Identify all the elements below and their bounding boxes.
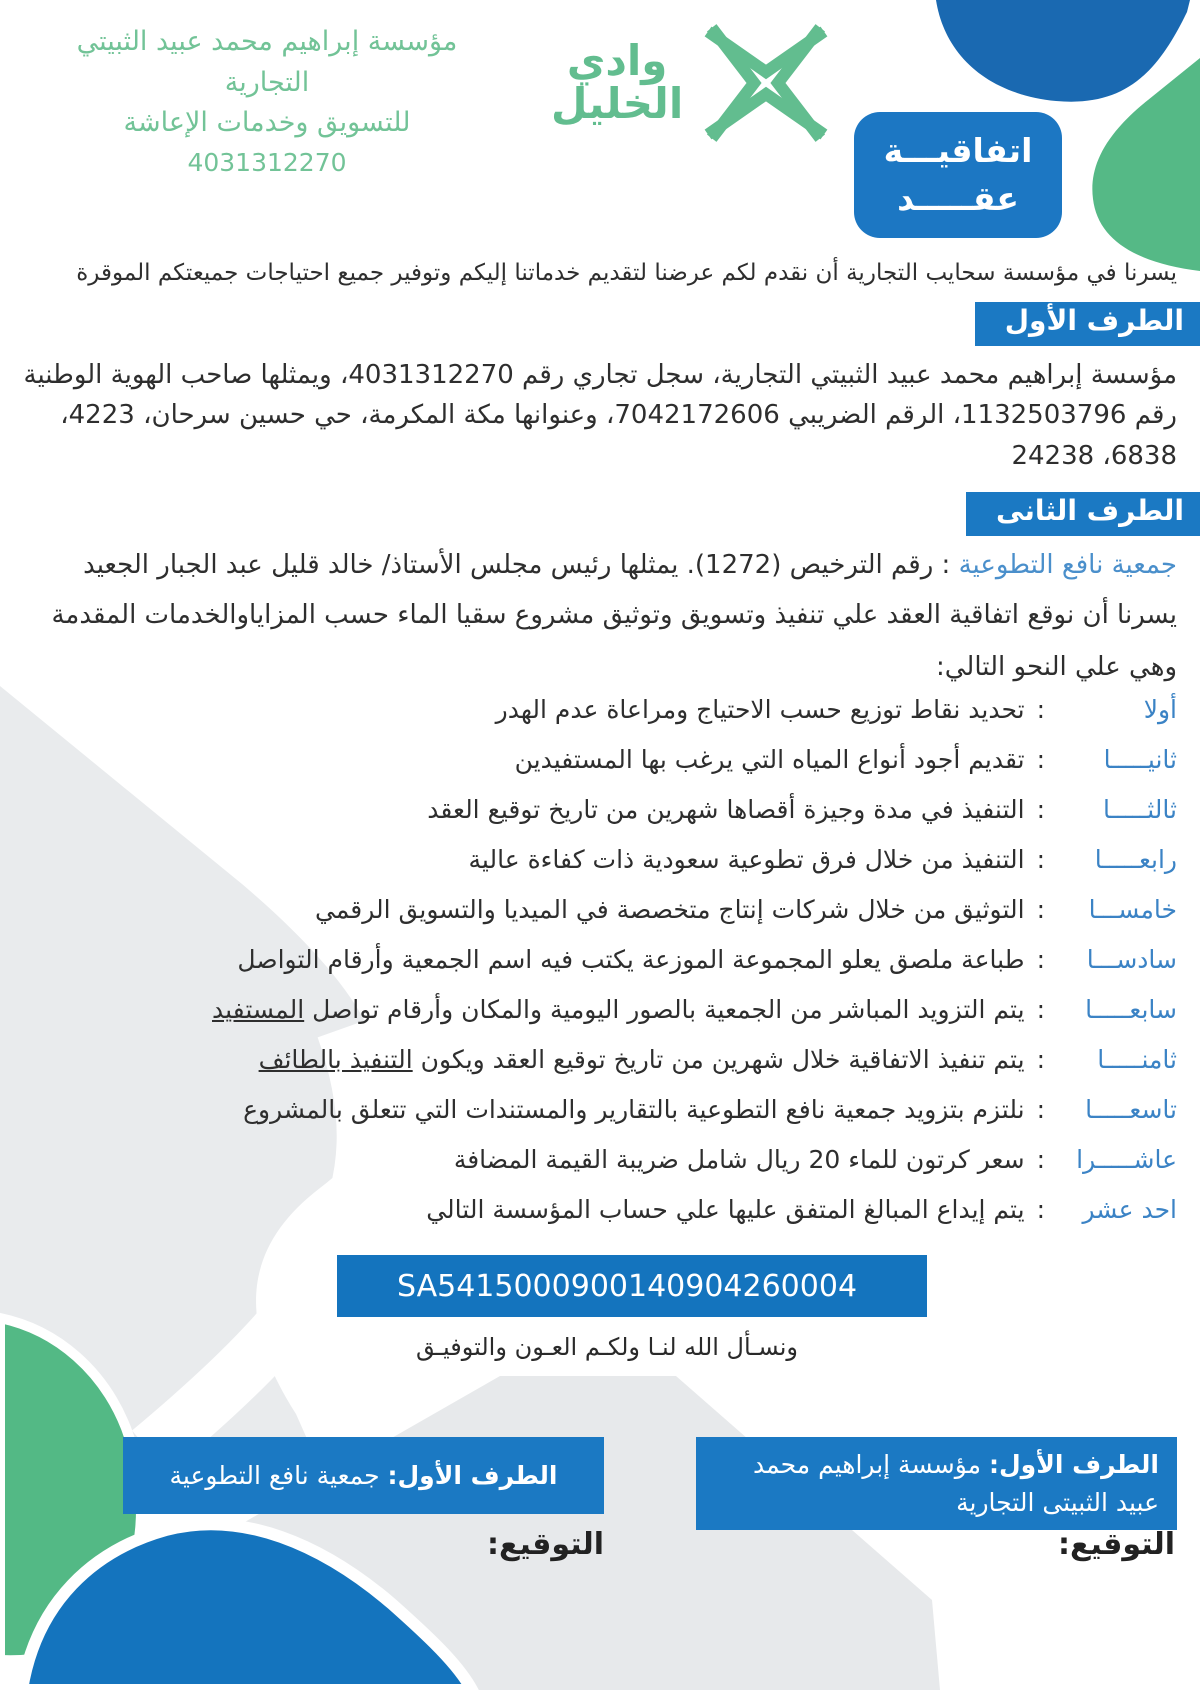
term-label: احد عشر	[1082, 1195, 1177, 1225]
signature-party-name: مؤسسة إبراهيم محمد عبيد الثبيتى التجارية	[753, 1450, 1159, 1517]
second-party-representative: : رقم الترخيص (1272). يمثلها رئيس مجلس الأستاذ/ خالد قليل عبد الجبار الجعيد	[83, 549, 959, 580]
term-text	[315, 895, 1025, 924]
term-text	[454, 1145, 1025, 1174]
term-colon: :	[1036, 1145, 1045, 1175]
term-label: عاشـــــرا	[1076, 1145, 1177, 1175]
term-text	[426, 1195, 1024, 1224]
term-row	[23, 745, 1177, 795]
term-row	[23, 795, 1177, 845]
term-row	[23, 895, 1177, 945]
term-text-main: التوثيق من خلال شركات إنتاج متخصصة في الميديا والتسويق الرقمي	[315, 895, 1025, 925]
section-heading-first-party: الطرف الأول	[975, 302, 1200, 346]
term-text-main: طباعة ملصق يعلو المجموعة الموزعة يكتب فيه اسم الجمعية وأرقام التواصل	[237, 945, 1025, 975]
signature-box-second-party	[123, 1437, 604, 1514]
section-heading-second-party: الطرف الثانى	[966, 492, 1200, 536]
agreement-intro: يسرنا أن نوقع اتفاقية العقد علي تنفيذ وتسويق وتوثيق مشروع سقيا الماء حسب المزاياوالخدمات المقدمة وهي علي النحو التالي:	[51, 600, 1177, 683]
term-label: ثامنـــــا	[1097, 1045, 1177, 1075]
signature-party-label: الطرف الأول:	[387, 1461, 558, 1490]
term-text	[212, 995, 1025, 1024]
logo-word-top: وادي	[566, 36, 668, 86]
company-tagline: للتسويق وخدمات الإعاشة	[123, 107, 411, 138]
term-colon: :	[1036, 695, 1045, 725]
bank-iban-box	[337, 1255, 927, 1317]
term-text	[496, 695, 1025, 724]
contract-agreement-badge	[854, 112, 1062, 238]
term-text	[237, 945, 1024, 974]
iban-number: SA5415000900140904260004	[397, 1268, 858, 1304]
term-label: ثانيـــــا	[1103, 745, 1177, 775]
second-party-details	[23, 545, 1177, 585]
term-colon: :	[1036, 845, 1045, 875]
badge-line-1: اتفاقيـــة	[883, 131, 1033, 171]
term-text-main: تقديم أجود أنواع المياه التي يرغب بها المستفيدين	[514, 745, 1025, 775]
term-row	[23, 1045, 1177, 1095]
second-party-name: جمعية نافع التطوعية	[958, 549, 1177, 580]
term-row	[23, 995, 1177, 1045]
term-colon: :	[1036, 1045, 1045, 1075]
company-name: مؤسسة إبراهيم محمد عبيد الثبيتي التجارية	[76, 26, 458, 98]
term-row	[23, 1195, 1177, 1245]
term-text-underlined: التنفيذ بالطائف	[258, 1045, 413, 1075]
badge-line-2: عقـــــد	[897, 179, 1019, 218]
term-text-main: يتم التزويد المباشر من الجمعية بالصور اليومية والمكان وأرقام تواصل	[304, 995, 1025, 1025]
signature-box-first-party	[696, 1437, 1177, 1530]
term-colon: :	[1036, 745, 1045, 775]
term-label: أولا	[1143, 695, 1177, 725]
term-row	[23, 845, 1177, 895]
terms-list	[23, 695, 1177, 1245]
term-colon: :	[1036, 895, 1045, 925]
geometric-ornament-icon	[697, 14, 835, 152]
logo-word-bottom: الخليل	[551, 79, 684, 128]
wadi-alkhalil-logo	[551, 14, 835, 152]
first-party-details: مؤسسة إبراهيم محمد عبيد الثبيتي التجارية، سجل تجاري رقم 4031312270، ويمثلها صاحب الهوية الوطنية رقم 1132503796، الرقم الضريبي 7042172606، وعنوانها مكة المكرمة، حي حسين سرحان، 4223، 6838، 24238	[23, 360, 1177, 471]
term-text	[427, 795, 1024, 824]
term-row	[23, 945, 1177, 995]
term-row	[23, 1145, 1177, 1195]
term-text-main: التنفيذ من خلال فرق تطوعية سعودية ذات كفاءة عالية	[468, 845, 1025, 875]
term-colon: :	[1036, 995, 1045, 1025]
term-colon: :	[1036, 795, 1045, 825]
term-row	[23, 695, 1177, 745]
term-text	[469, 845, 1025, 874]
term-colon: :	[1036, 945, 1045, 975]
term-colon: :	[1036, 1095, 1045, 1125]
term-text-main: يتم إيداع المبالغ المتفق عليها علي حساب المؤسسة التالي	[426, 1195, 1025, 1225]
intro-sentence: يسرنا في مؤسسة سحايب التجارية أن نقدم لكم عرضنا لتقديم خدماتنا إليكم وتوفير جميع احتياجات جميعتكم الموقرة	[76, 260, 1177, 286]
term-text-underlined: المستفيد	[212, 995, 305, 1025]
company-identity-block	[41, 22, 493, 181]
term-text-main: تحديد نقاط توزيع حسب الاحتياج ومراعاة عدم الهدر	[495, 695, 1025, 725]
term-label: ثالثـــــا	[1103, 795, 1177, 825]
term-text	[259, 1045, 1025, 1074]
signature-party-label: الطرف الأول:	[988, 1450, 1159, 1479]
term-label: خامســـا	[1088, 895, 1177, 925]
term-label: سادســـا	[1086, 945, 1177, 975]
term-label: تاسعـــــا	[1085, 1095, 1177, 1125]
signature-line-label-left: التوقيع:	[487, 1527, 604, 1562]
term-text-main: التنفيذ في مدة وجيزة أقصاها شهرين من تاريخ توقيع العقد	[427, 795, 1025, 825]
company-cr-number: 4031312270	[187, 147, 347, 177]
term-text-main: نلتزم بتزويد جمعية نافع التطوعية بالتقارير والمستندات التي تتعلق بالمشروع	[243, 1095, 1025, 1125]
signature-section	[23, 1437, 1177, 1657]
term-label: رابعـــــا	[1094, 845, 1177, 875]
term-text-main: سعر كرتون للماء 20 ريال شامل ضريبة القيمة المضافة	[453, 1145, 1025, 1175]
signature-line-label-right: التوقيع:	[1058, 1527, 1175, 1562]
term-label: سابعـــــا	[1085, 995, 1177, 1025]
logo-wordmark	[551, 36, 684, 128]
term-row	[23, 1095, 1177, 1145]
closing-blessing: ونسـأل الله لنـا ولكـم العـون والتوفيـق	[415, 1333, 799, 1362]
document-header	[23, 0, 1177, 252]
term-text	[515, 745, 1025, 774]
signature-party-name: جمعية نافع التطوعية	[169, 1461, 388, 1490]
term-text-main: يتم تنفيذ الاتفاقية خلال شهرين من تاريخ توقيع العقد ويكون	[412, 1045, 1025, 1075]
term-colon: :	[1036, 1195, 1045, 1225]
term-text	[243, 1095, 1024, 1124]
